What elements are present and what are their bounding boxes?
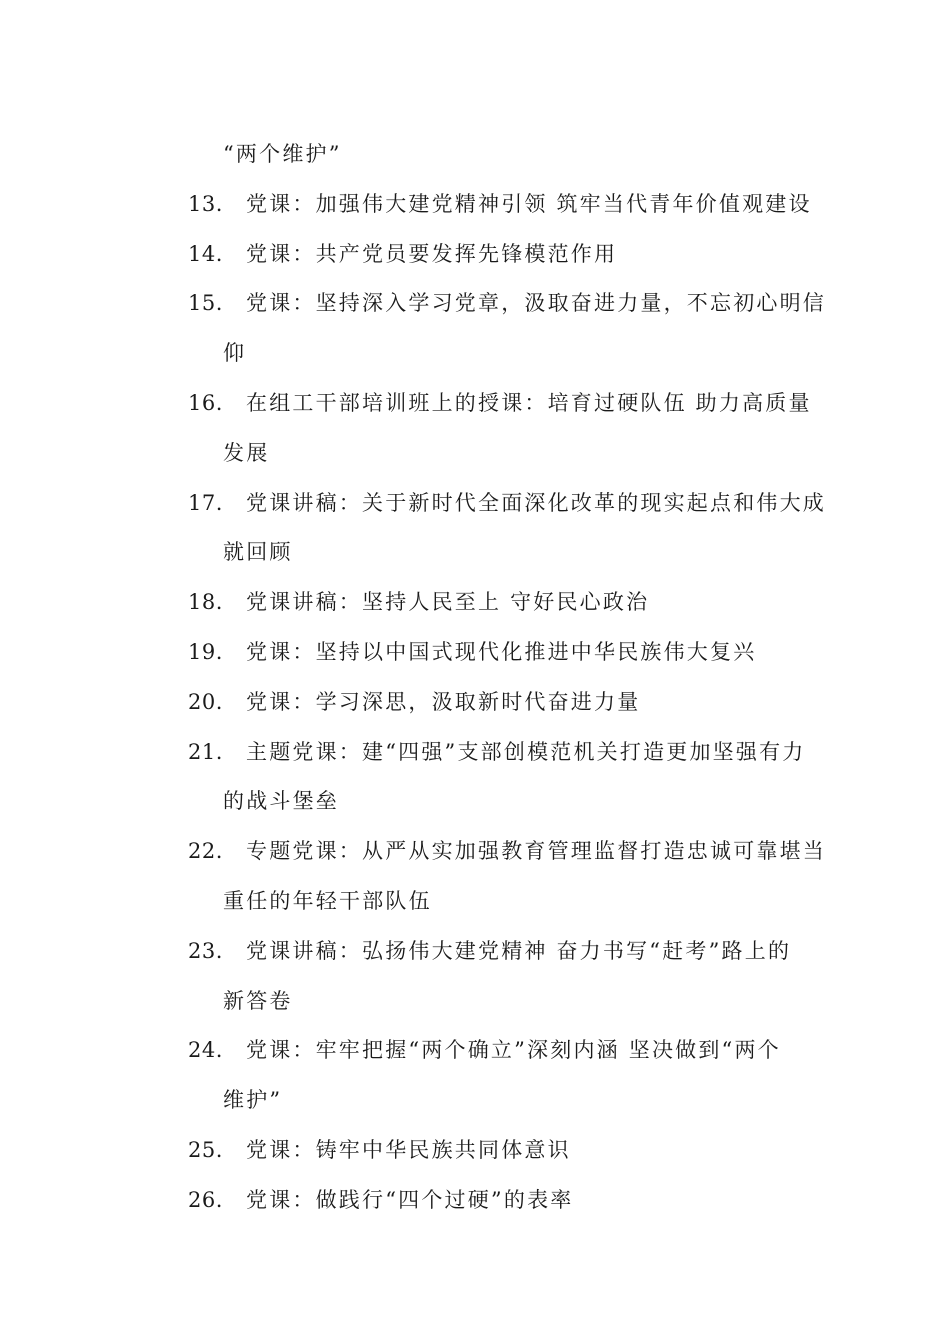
item-number: 17. — [188, 490, 223, 515]
list-item-continuation — [188, 877, 818, 927]
item-text-line: 党课：坚持深入学习党章，汲取奋进力量，不忘初心明信 — [246, 291, 826, 316]
item-text-line: 党课：做践行“四个过硬”的表率 — [246, 1187, 574, 1212]
list-item — [188, 827, 826, 877]
list-item-continuation — [188, 130, 818, 180]
list-item-continuation — [188, 977, 818, 1027]
item-text-line: 新答卷 — [223, 988, 293, 1013]
list-item — [188, 628, 818, 678]
item-text-line: 在组工干部培训班上的授课：培育过硬队伍 助力高质量 — [246, 390, 812, 415]
item-number: 19. — [188, 639, 223, 664]
list-item — [188, 479, 826, 529]
list-item — [188, 279, 826, 329]
list-item — [188, 728, 818, 778]
list-item — [188, 678, 818, 728]
item-number: 21. — [188, 739, 223, 764]
item-number: 23. — [188, 938, 223, 963]
item-text-line: 党课：铸牢中华民族共同体意识 — [246, 1137, 571, 1162]
list-item-continuation — [188, 329, 818, 379]
list-item — [188, 578, 818, 628]
list-item-continuation — [188, 1076, 818, 1126]
item-text-line: “两个维护” — [223, 142, 342, 166]
item-number: 15. — [188, 291, 223, 316]
item-text-line: 仰 — [223, 341, 247, 366]
item-text-line: 专题党课：从严从实加强教育管理监督打造忠诚可靠堪当 — [246, 839, 826, 864]
item-number: 13. — [188, 191, 223, 216]
list-item — [188, 379, 818, 429]
item-text-line: 党课讲稿：关于新时代全面深化改革的现实起点和伟大成 — [246, 490, 826, 515]
item-text-line: 党课：牢牢把握“两个确立”深刻内涵 坚决做到“两个 — [246, 1038, 781, 1063]
list-item — [188, 180, 818, 230]
item-text-line: 发展 — [223, 440, 270, 465]
item-number: 26. — [188, 1187, 223, 1212]
item-text-line: 就回顾 — [223, 540, 293, 565]
item-text-line: 党课讲稿：坚持人民至上 守好民心政治 — [246, 590, 650, 615]
item-number: 14. — [188, 241, 223, 266]
item-number: 16. — [188, 390, 223, 415]
item-number: 20. — [188, 689, 223, 714]
list-item — [188, 1176, 818, 1226]
list-item — [188, 1026, 818, 1076]
item-text-line: 主题党课：建“四强”支部创模范机关打造更加坚强有力 — [246, 739, 806, 764]
item-text-line: 党课：坚持以中国式现代化推进中华民族伟大复兴 — [246, 639, 757, 664]
list-item — [188, 1126, 818, 1176]
item-text-line: 党课：加强伟大建党精神引领 筑牢当代青年价值观建设 — [246, 191, 812, 216]
item-text-line: 党课讲稿：弘扬伟大建党精神 奋力书写“赶考”路上的 — [246, 938, 792, 963]
item-number: 18. — [188, 590, 223, 615]
item-number: 24. — [188, 1038, 223, 1063]
article-list — [188, 130, 826, 1226]
list-item-continuation — [188, 429, 818, 479]
item-text-line: 的战斗堡垒 — [223, 789, 339, 814]
item-number: 22. — [188, 839, 223, 864]
item-text-line: 重任的年轻干部队伍 — [223, 888, 432, 913]
item-text-line: 维护” — [223, 1088, 283, 1113]
item-number: 25. — [188, 1137, 223, 1162]
item-text-line: 党课：共产党员要发挥先锋模范作用 — [246, 241, 618, 266]
list-item — [188, 927, 818, 977]
list-item-continuation — [188, 528, 818, 578]
item-text-line: 党课：学习深思，汲取新时代奋进力量 — [246, 689, 641, 714]
list-item-continuation — [188, 777, 818, 827]
list-item — [188, 230, 818, 280]
